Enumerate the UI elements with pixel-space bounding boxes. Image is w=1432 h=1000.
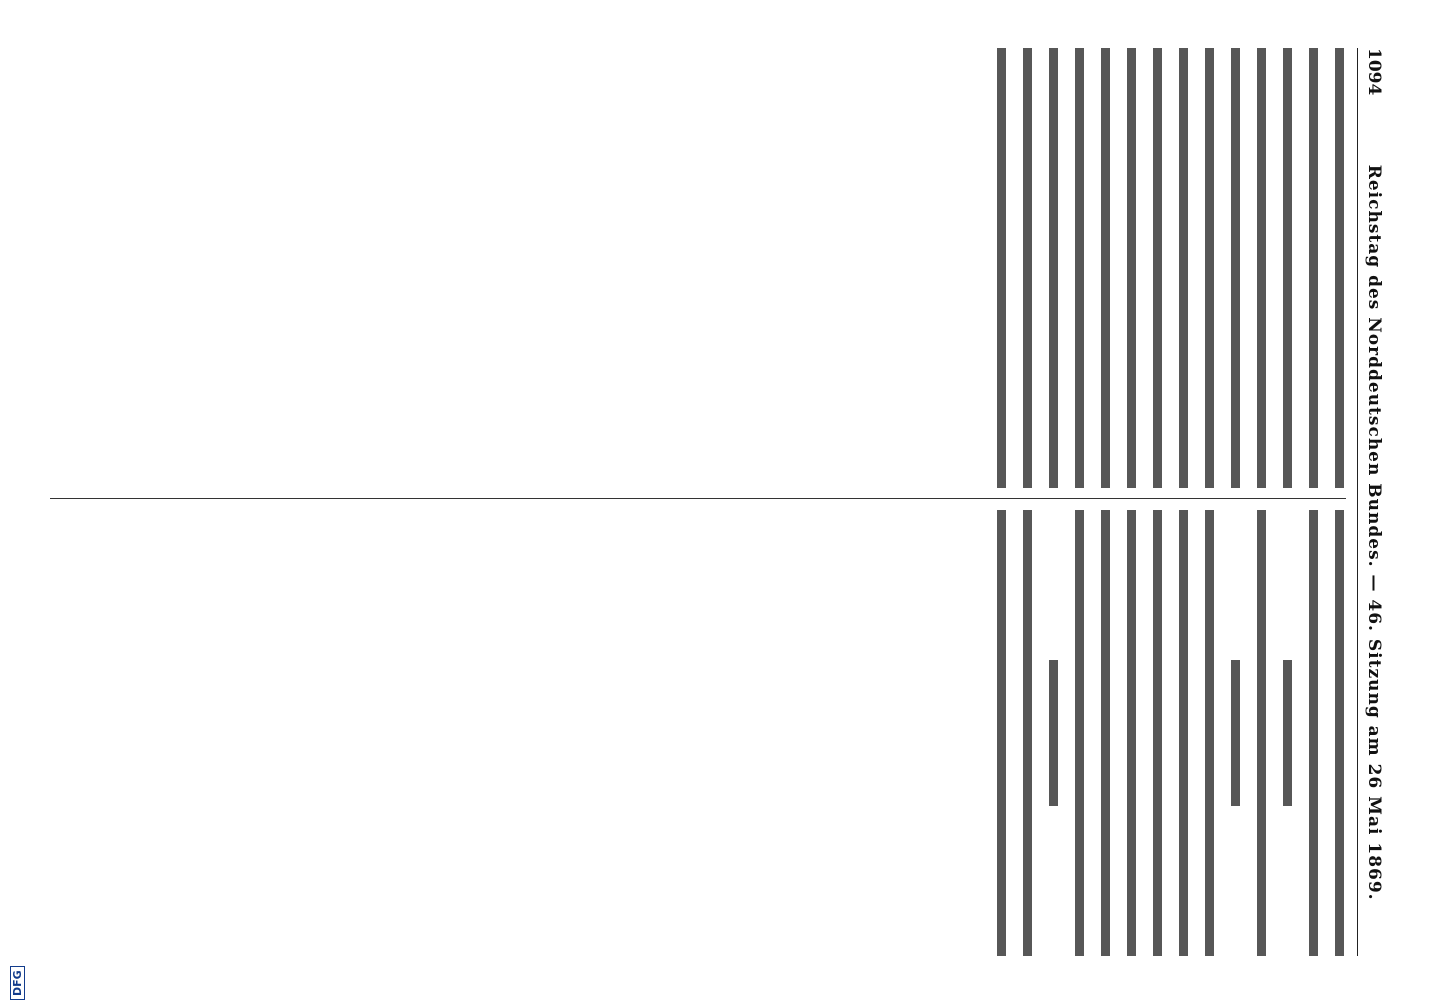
paragraph-text xyxy=(991,48,1006,488)
paragraph-text xyxy=(1251,510,1266,956)
paragraph xyxy=(1121,48,1136,488)
page-number: 1094 xyxy=(1364,48,1384,96)
paragraph xyxy=(1043,510,1058,956)
paragraph xyxy=(1173,510,1188,956)
paragraph xyxy=(1199,510,1214,956)
paragraph-text xyxy=(1329,510,1344,956)
paragraph-text xyxy=(1121,48,1136,488)
paragraph xyxy=(991,510,1006,956)
paragraph-text xyxy=(1303,48,1318,488)
paragraph xyxy=(1251,48,1266,488)
paragraph xyxy=(1043,48,1058,488)
paragraph xyxy=(1225,510,1240,956)
paragraph xyxy=(1121,510,1136,956)
paragraph-text xyxy=(1069,510,1084,956)
column-divider xyxy=(50,498,1346,499)
left-column xyxy=(56,48,1344,488)
paragraph-text xyxy=(1017,510,1032,956)
paragraph-text xyxy=(1121,510,1136,956)
paragraph xyxy=(1147,510,1162,956)
paragraph xyxy=(1147,48,1162,488)
paragraph xyxy=(1329,510,1344,956)
paragraph-text xyxy=(1173,48,1188,488)
paragraph-text xyxy=(1199,510,1214,956)
paragraph-text xyxy=(1225,660,1240,806)
paragraph xyxy=(1225,48,1240,488)
paragraph-text xyxy=(1147,510,1162,956)
paragraph-text xyxy=(1251,48,1266,488)
paragraph-text xyxy=(1043,660,1058,806)
paragraph xyxy=(991,48,1006,488)
paragraph xyxy=(1303,48,1318,488)
paragraph-text xyxy=(1277,48,1292,488)
paragraph xyxy=(1069,48,1084,488)
paragraph xyxy=(1069,510,1084,956)
paragraph xyxy=(1017,510,1032,956)
dfg-logo: DFG xyxy=(10,966,25,1000)
paragraph-text xyxy=(1277,660,1292,806)
digitization-credit xyxy=(10,958,25,1000)
page-header xyxy=(1357,48,1384,956)
paragraph-text xyxy=(1017,48,1032,488)
paragraph-text xyxy=(1199,48,1214,488)
paragraph-text xyxy=(1069,48,1084,488)
paragraph xyxy=(1329,48,1344,488)
paragraph xyxy=(1173,48,1188,488)
paragraph-text xyxy=(1225,48,1240,488)
paragraph xyxy=(1017,48,1032,488)
paragraph-text xyxy=(1095,48,1110,488)
paragraph-text xyxy=(1329,48,1344,488)
running-title: Reichstag des Norddeutschen Bundes. — 46. Sitzung am 26 Mai 1869. xyxy=(1364,164,1384,901)
paragraph xyxy=(1095,510,1110,956)
paragraph-text xyxy=(1043,48,1058,488)
paragraph xyxy=(1277,510,1292,956)
paragraph xyxy=(1277,48,1292,488)
paragraph-text xyxy=(1147,48,1162,488)
paragraph-text xyxy=(1303,510,1318,956)
paragraph-text xyxy=(1173,510,1188,956)
right-column xyxy=(56,510,1344,956)
paragraph xyxy=(1251,510,1266,956)
paragraph-text xyxy=(1095,510,1110,956)
paragraph xyxy=(1199,48,1214,488)
paragraph xyxy=(1303,510,1318,956)
scanned-page xyxy=(32,4,1424,996)
paragraph xyxy=(1095,48,1110,488)
paragraph-text xyxy=(991,510,1006,956)
